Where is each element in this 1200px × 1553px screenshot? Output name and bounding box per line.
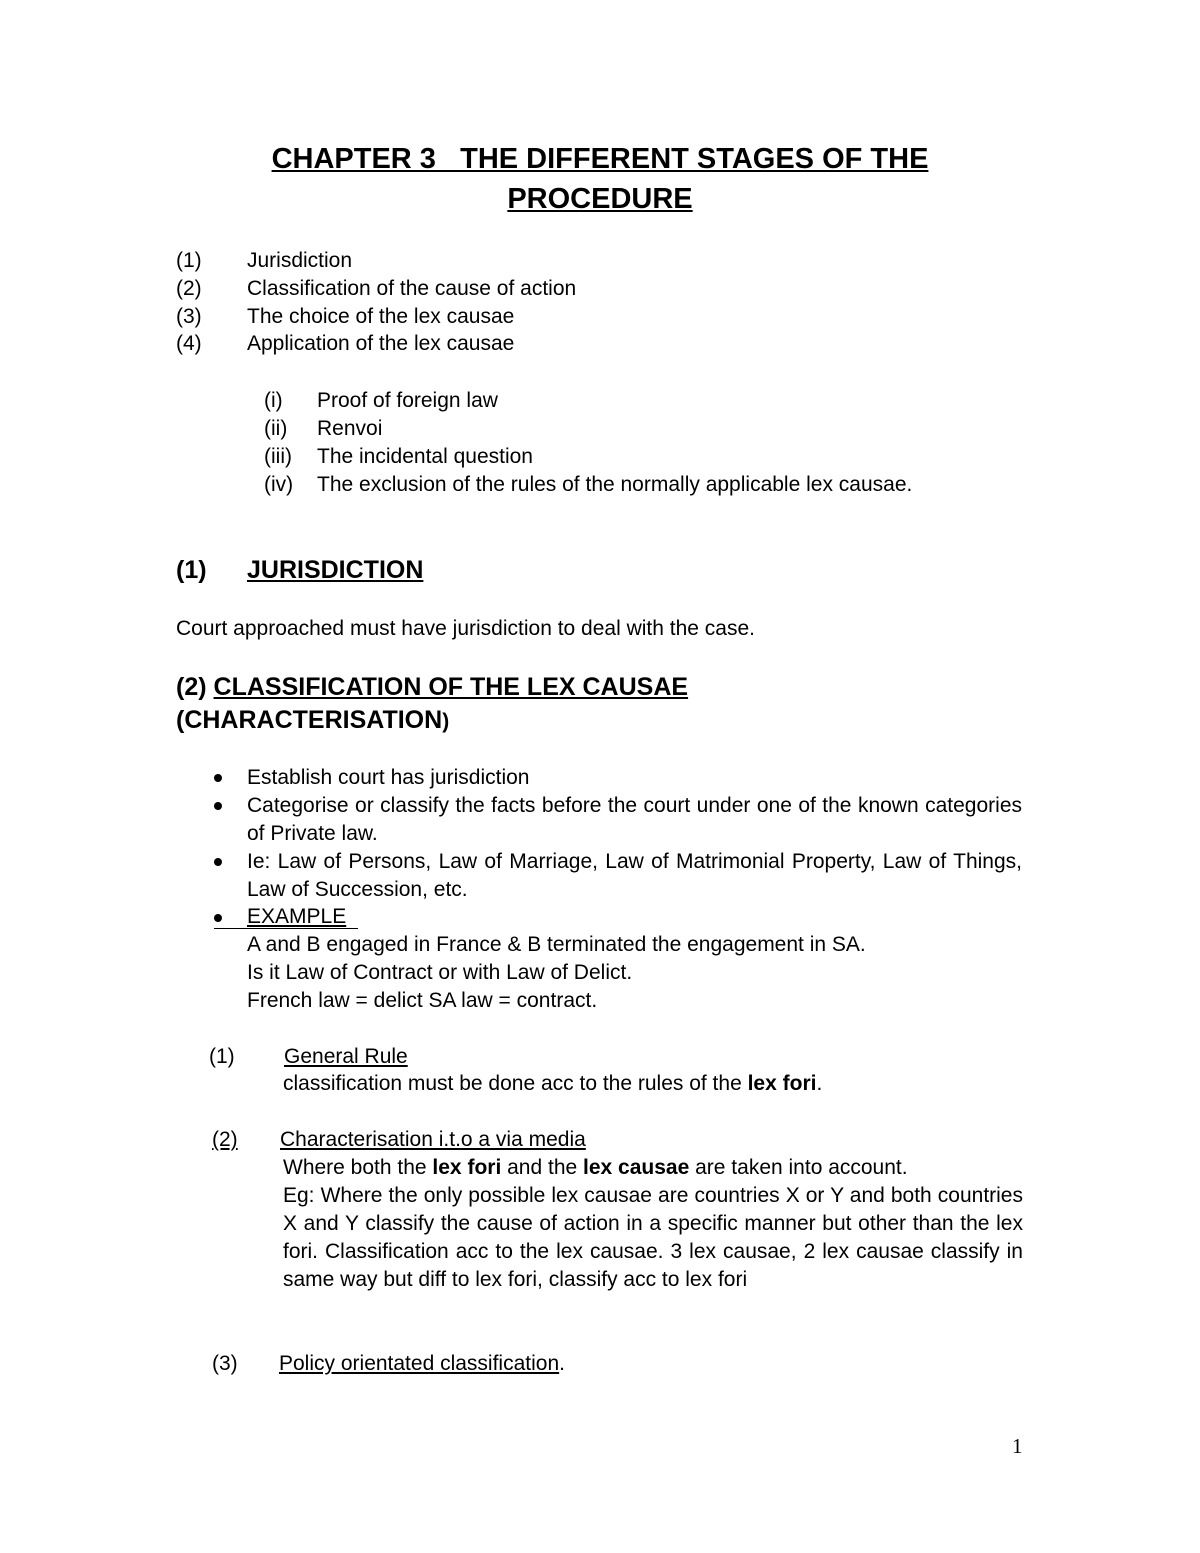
page-number: 1	[1012, 1434, 1023, 1458]
outline-item: Jurisdiction	[247, 249, 353, 272]
rule3-post: .	[559, 1352, 565, 1375]
section2-heading-close: )	[442, 710, 450, 733]
section2-heading-line2	[176, 706, 449, 735]
rule3-title: Policy orientated classification	[279, 1352, 560, 1375]
outline-num: (4)	[176, 332, 202, 355]
rule2-bold-lex-causae: lex causae	[583, 1156, 690, 1179]
example-label: EXAMPLE	[247, 905, 347, 928]
sub-outline-num: (ii)	[264, 417, 288, 440]
sub-outline-item: The exclusion of the rules of the normally applicable lex causae.	[317, 473, 913, 496]
sub-outline-num: (iv)	[264, 473, 294, 496]
section1-number: (1)	[176, 556, 207, 584]
section2-heading-text2: (CHARACTERISATION	[176, 706, 443, 734]
rule2-title: Characterisation i.t.o a via media	[280, 1128, 586, 1151]
bullet-dot	[214, 858, 222, 866]
rule3-line	[272, 1351, 565, 1377]
outline-item: Application of the lex causae	[247, 332, 515, 355]
rule2-text: Where both the	[283, 1156, 433, 1179]
sub-outline-item: The incidental question	[317, 445, 533, 468]
outline-num: (1)	[176, 249, 202, 272]
bullet-dot	[214, 774, 222, 782]
rule1-text-post: .	[816, 1072, 823, 1095]
bullet-item: Establish court has jurisdiction	[247, 766, 530, 789]
sub-outline-item: Renvoi	[317, 417, 383, 440]
outline-num: (2)	[176, 277, 202, 300]
rule1-text-pre: classification must be done acc to the rules of the	[283, 1072, 748, 1095]
section2-number: (2)	[176, 673, 207, 701]
rule2-text: and the	[501, 1156, 584, 1179]
section1-heading: JURISDICTION	[247, 556, 424, 584]
example-line: French law = delict SA law = contract.	[247, 989, 598, 1012]
sub-outline-item: Proof of foreign law	[317, 389, 498, 412]
example-line: A and B engaged in France & B terminated the engagement in SA.	[247, 933, 866, 956]
sub-outline-num: (iii)	[264, 445, 292, 468]
rule2-paragraph: Eg: Where the only possible lex causae are countries X or Y and both countries X and Y classify the cause of action in a specific manner but other than the lex fori. Classification acc to the lex causae. 3 lex causae, 2 lex causae classify in same way but diff to lex fori, classify acc to lex fori	[283, 1184, 1023, 1291]
outline-item: Classification of the cause of action	[247, 277, 577, 300]
section2-heading-line1	[176, 673, 688, 702]
section1-body: Court approached must have jurisdiction to deal with the case.	[176, 617, 755, 640]
chapter-title-line1: CHAPTER 3 THE DIFFERENT STAGES OF THE	[271, 143, 929, 175]
outline-item: The choice of the lex causae	[247, 305, 515, 328]
rule1-title: General Rule	[284, 1045, 408, 1068]
rule2-number: (2)	[212, 1128, 238, 1151]
example-line: Is it Law of Contract or with Law of Delict.	[247, 961, 633, 984]
sub-outline-num: (i)	[264, 389, 283, 412]
rule2-line1	[283, 1155, 908, 1181]
bullet-item: Categorise or classify the facts before the court under one of the known categories of Private law.	[247, 794, 1022, 845]
chapter-title-line2: PROCEDURE	[507, 183, 693, 215]
bullet-dot	[214, 914, 222, 922]
rule1-text-bold: lex fori	[747, 1072, 817, 1095]
rule1-number: (1)	[209, 1045, 235, 1068]
section2-heading-text: CLASSIFICATION OF THE LEX CAUSAE	[213, 673, 689, 701]
outline-num: (3)	[176, 305, 202, 328]
rule2-bold-lex-fori: lex fori	[432, 1156, 502, 1179]
bullet-item: Ie: Law of Persons, Law of Marriage, Law of Matrimonial Property, Law of Things, Law of Succession, etc.	[247, 850, 1022, 901]
bullet-dot	[214, 802, 222, 810]
rule3-number: (3)	[212, 1352, 238, 1375]
rule1-text	[283, 1071, 822, 1097]
rule2-text: are taken into account.	[689, 1156, 908, 1179]
example-underline	[214, 928, 358, 929]
